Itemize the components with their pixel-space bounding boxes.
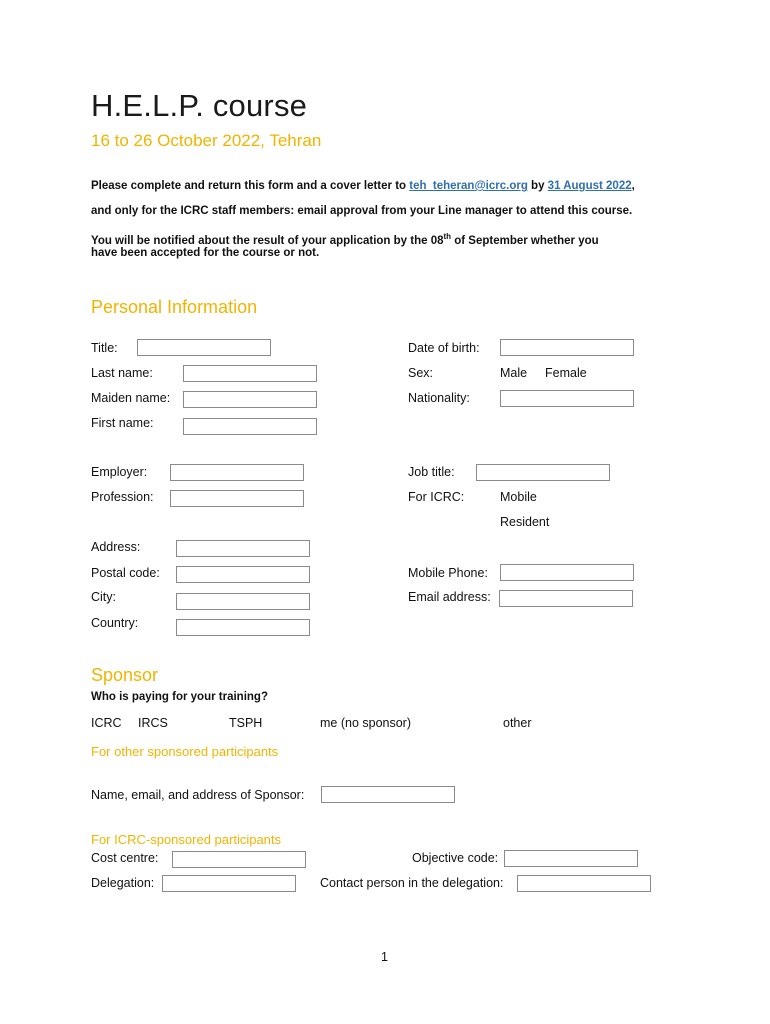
intro-line-2: and only for the ICRC staff members: email approval from your Line manager to attend this course. bbox=[91, 205, 633, 217]
employer-label: Employer: bbox=[91, 465, 148, 479]
intro-line-4: have been accepted for the course or not. bbox=[91, 247, 320, 259]
objective-code-label: Objective code: bbox=[412, 851, 499, 865]
jobtitle-label: Job title: bbox=[408, 465, 455, 479]
sponsor-question: Who is paying for your training? bbox=[91, 691, 268, 703]
profession-label: Profession: bbox=[91, 490, 154, 504]
address-label: Address: bbox=[91, 540, 141, 554]
resident-option[interactable]: Resident bbox=[500, 515, 550, 529]
mobile-option[interactable]: Mobile bbox=[500, 490, 537, 504]
dob-field[interactable] bbox=[500, 339, 634, 356]
sponsor-option-tsph[interactable]: TSPH bbox=[229, 716, 263, 730]
personal-info-heading: Personal Information bbox=[91, 297, 258, 317]
intro-line-3: You will be notified about the result of your application by the 08th of September whether you bbox=[91, 232, 599, 247]
jobtitle-field[interactable] bbox=[476, 464, 610, 481]
sponsor-heading: Sponsor bbox=[91, 665, 159, 685]
email-label: Email address: bbox=[408, 590, 491, 604]
sex-female-option[interactable]: Female bbox=[545, 366, 587, 380]
country-field[interactable] bbox=[176, 619, 310, 636]
mobilephone-field[interactable] bbox=[500, 564, 634, 581]
sponsor-option-icrc[interactable]: ICRC bbox=[91, 716, 122, 730]
cost-centre-field[interactable] bbox=[172, 851, 306, 868]
firstname-label: First name: bbox=[91, 416, 154, 430]
title-field[interactable] bbox=[137, 339, 271, 356]
icrc-sponsored-heading: For ICRC-sponsored participants bbox=[91, 832, 282, 847]
deadline-link[interactable]: 31 August 2022 bbox=[547, 180, 632, 192]
nationality-field[interactable] bbox=[500, 390, 634, 407]
sponsor-details-field[interactable] bbox=[321, 786, 455, 803]
nationality-label: Nationality: bbox=[408, 391, 470, 405]
firstname-field[interactable] bbox=[183, 418, 317, 435]
dob-label: Date of birth: bbox=[408, 341, 480, 355]
delegation-label: Delegation: bbox=[91, 876, 155, 890]
page-title: H.E.L.P. course bbox=[91, 88, 308, 123]
sex-label: Sex: bbox=[408, 366, 434, 380]
sponsor-option-self[interactable]: me (no sponsor) bbox=[320, 716, 412, 730]
lastname-field[interactable] bbox=[183, 365, 317, 382]
postal-label: Postal code: bbox=[91, 566, 160, 580]
sponsor-option-other[interactable]: other bbox=[503, 716, 532, 730]
contact-email-link[interactable]: teh_teheran@icrc.org bbox=[409, 180, 528, 192]
profession-field[interactable] bbox=[170, 490, 304, 507]
city-label: City: bbox=[91, 590, 116, 604]
sponsor-option-ircs[interactable]: IRCS bbox=[138, 716, 168, 730]
country-label: Country: bbox=[91, 616, 139, 630]
title-label: Title: bbox=[91, 341, 118, 355]
employer-field[interactable] bbox=[170, 464, 304, 481]
postal-field[interactable] bbox=[176, 566, 310, 583]
sex-male-option[interactable]: Male bbox=[500, 366, 528, 380]
intro-line-1: Please complete and return this form and a cover letter to teh_teheran@icrc.org by 31 August 2022, bbox=[91, 180, 635, 192]
page-subtitle: 16 to 26 October 2022, Tehran bbox=[91, 131, 322, 150]
maiden-field[interactable] bbox=[183, 391, 317, 408]
other-sponsored-heading: For other sponsored participants bbox=[91, 744, 279, 759]
cost-centre-label: Cost centre: bbox=[91, 851, 159, 865]
delegation-field[interactable] bbox=[162, 875, 296, 892]
mobilephone-label: Mobile Phone: bbox=[408, 566, 488, 580]
objective-code-field[interactable] bbox=[504, 850, 638, 867]
email-field[interactable] bbox=[499, 590, 633, 607]
sponsor-details-label: Name, email, and address of Sponsor: bbox=[91, 788, 305, 802]
lastname-label: Last name: bbox=[91, 366, 153, 380]
city-field[interactable] bbox=[176, 593, 310, 610]
for-icrc-label: For ICRC: bbox=[408, 490, 465, 504]
page-number: 1 bbox=[381, 950, 388, 964]
address-field[interactable] bbox=[176, 540, 310, 557]
contact-person-label: Contact person in the delegation: bbox=[320, 876, 504, 890]
maiden-label: Maiden name: bbox=[91, 391, 171, 405]
contact-person-field[interactable] bbox=[517, 875, 651, 892]
